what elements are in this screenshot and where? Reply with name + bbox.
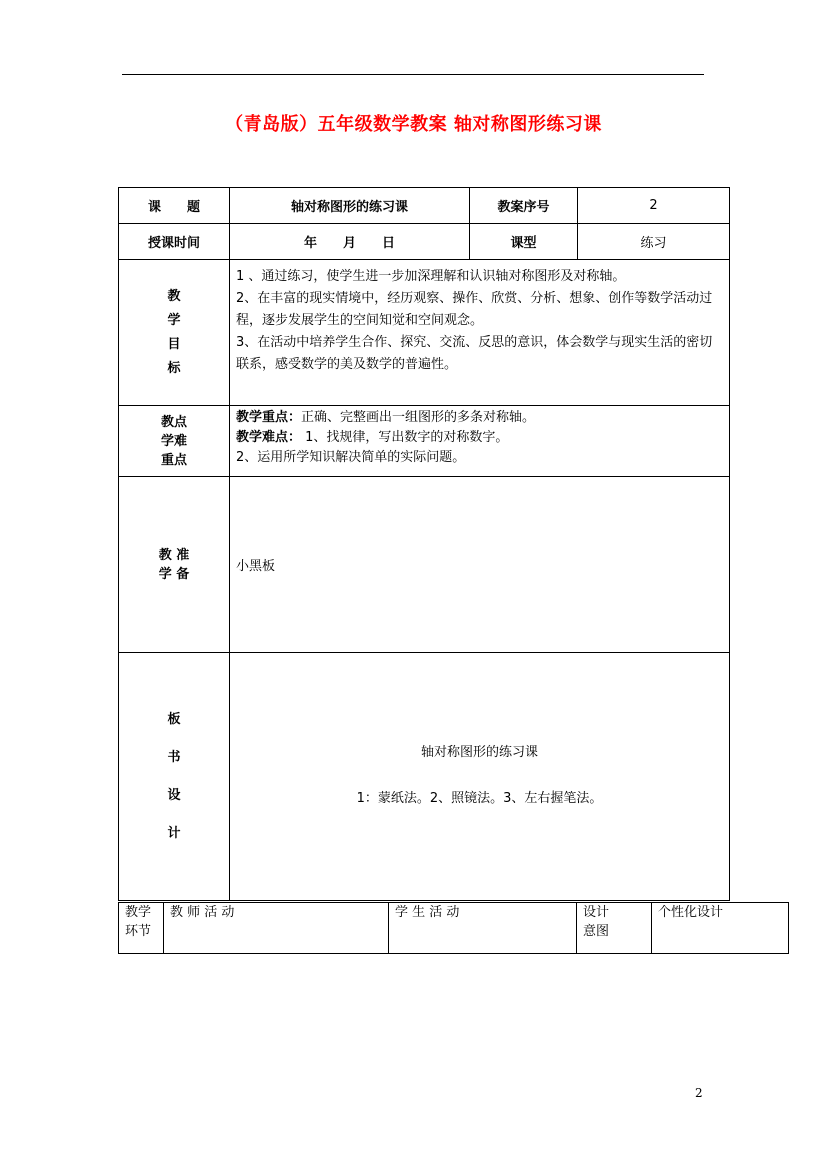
key-point-text: 正确、完整画出一组图形的多条对称轴。 bbox=[301, 410, 536, 425]
goals-content bbox=[230, 260, 730, 406]
header-rule bbox=[122, 74, 704, 75]
topic-value: 轴对称图形的练习课 bbox=[230, 188, 470, 224]
topic-label: 课 题 bbox=[119, 188, 230, 224]
time-label: 授课时间 bbox=[119, 224, 230, 260]
prep-label-line: 教 准 bbox=[158, 547, 190, 563]
table-row bbox=[119, 903, 789, 954]
prep-value: 小黑板 bbox=[230, 477, 730, 653]
keypoints-label-line: 重点 bbox=[160, 452, 187, 468]
board-label-char: 板 bbox=[167, 711, 181, 727]
time-value: 年 月 日 bbox=[230, 224, 470, 260]
board-label-char: 书 bbox=[167, 749, 181, 765]
stage-header-line: 环节 bbox=[125, 924, 152, 939]
activity-table bbox=[118, 902, 789, 954]
goals-label-char: 学 bbox=[167, 312, 181, 328]
keypoints-content bbox=[230, 406, 730, 477]
board-heading: 轴对称图形的练习课 bbox=[420, 745, 538, 760]
type-label: 课型 bbox=[470, 224, 578, 260]
board-label-char: 计 bbox=[167, 825, 181, 841]
stage-header bbox=[119, 903, 164, 954]
prep-label-line: 学 备 bbox=[158, 566, 190, 582]
student-activity-header: 学 生 活 动 bbox=[389, 903, 577, 954]
goal-item: 2、在丰富的现实情境中，经历观察、操作、欣赏、分析、想象、创作等数学活动过程，逐步发展学生的空间知觉和空间观念。 bbox=[236, 291, 713, 328]
page-number: 2 bbox=[695, 1086, 703, 1100]
key-point-label: 教学重点： bbox=[236, 410, 302, 425]
teacher-activity-header: 教 师 活 动 bbox=[164, 903, 389, 954]
goal-item: 1 、通过练习，使学生进一步加深理解和认识轴对称图形及对称轴。 bbox=[236, 269, 626, 284]
keypoints-label-line: 学难 bbox=[160, 433, 187, 449]
page-title: （青岛版）五年级数学教案 轴对称图形练习课 bbox=[225, 114, 602, 135]
board-label bbox=[119, 653, 230, 901]
personal-design-header: 个性化设计 bbox=[652, 903, 789, 954]
difficulty-label: 教学难点： bbox=[236, 430, 302, 445]
stage-header-line: 教学 bbox=[125, 905, 152, 920]
design-intent-line: 设计 bbox=[583, 905, 610, 920]
design-intent-line: 意图 bbox=[583, 924, 610, 939]
goals-label-char: 目 bbox=[167, 336, 181, 352]
goal-item: 3、在活动中培养学生合作、探究、交流、反思的意识，体会数学与现实生活的密切联系，感受数学的美及数学的普遍性。 bbox=[236, 335, 713, 372]
board-label-char: 设 bbox=[167, 787, 181, 803]
goals-label-char: 教 bbox=[167, 288, 181, 304]
lesson-plan-table bbox=[118, 187, 730, 901]
difficulty-text: 1、找规律，写出数字的对称数字。 bbox=[301, 430, 509, 445]
board-design bbox=[230, 653, 730, 901]
difficulty-text-2: 2、运用所学知识解决简单的实际问题。 bbox=[236, 450, 466, 465]
design-intent-header bbox=[577, 903, 652, 954]
keypoints-label bbox=[119, 406, 230, 477]
table-row bbox=[119, 653, 730, 901]
prep-label bbox=[119, 477, 230, 653]
type-value: 练习 bbox=[578, 224, 730, 260]
table-row bbox=[119, 260, 730, 406]
goals-label bbox=[119, 260, 230, 406]
board-methods: 1：蒙纸法。2、照镜法。3、左右握笔法。 bbox=[356, 791, 603, 806]
table-row bbox=[119, 224, 730, 260]
sequence-label: 教案序号 bbox=[470, 188, 578, 224]
table-row bbox=[119, 477, 730, 653]
keypoints-label-line: 教点 bbox=[160, 414, 187, 430]
sequence-value: 2 bbox=[578, 188, 730, 224]
goals-label-char: 标 bbox=[167, 360, 181, 376]
table-row bbox=[119, 406, 730, 477]
table-row bbox=[119, 188, 730, 224]
